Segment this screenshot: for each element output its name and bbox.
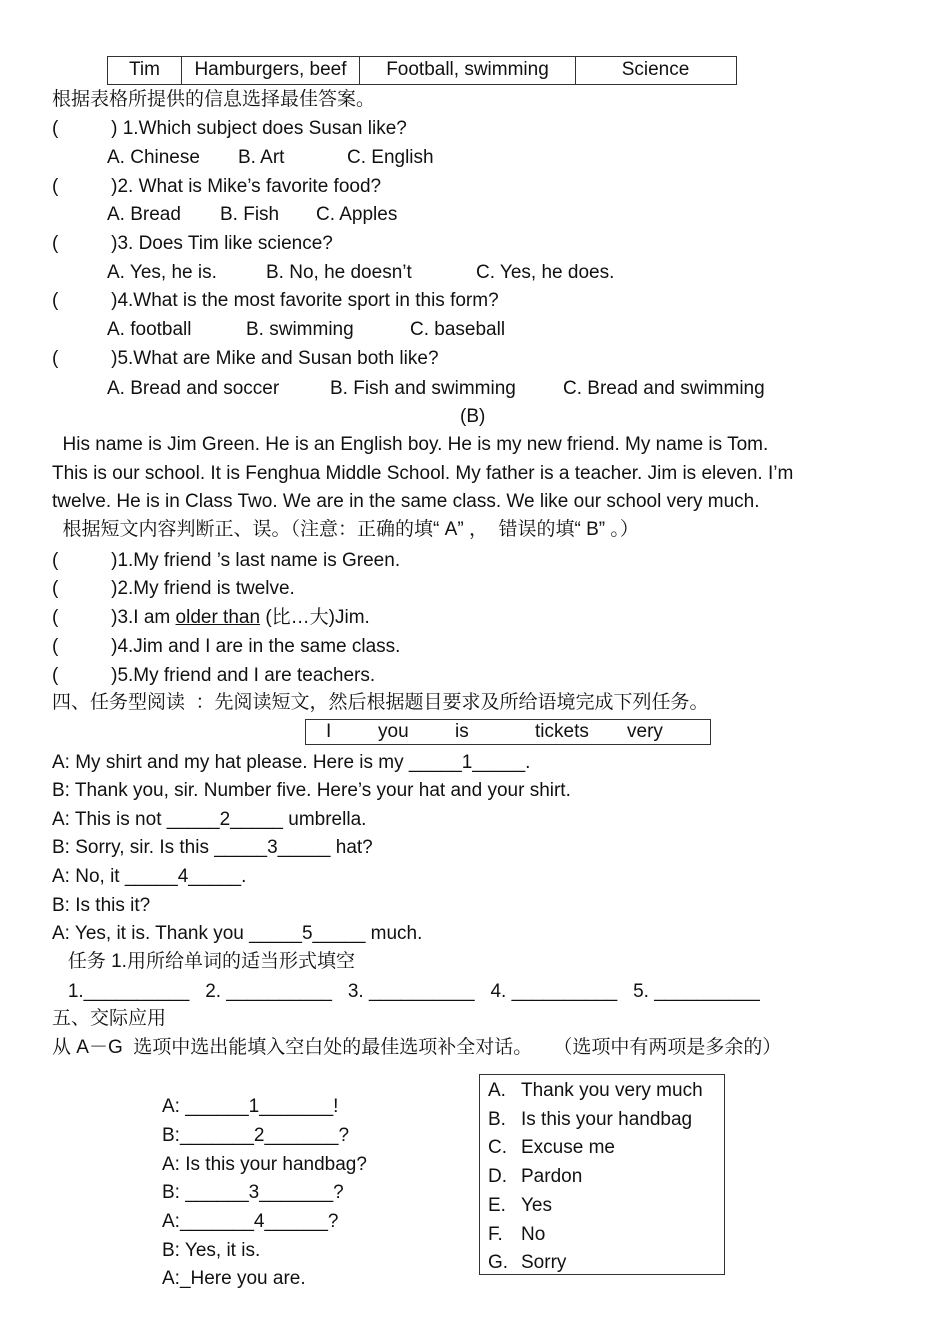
question-1: ( ) 1.Which subject does Susan like? [52, 118, 407, 139]
option-item [480, 1221, 724, 1250]
q1-option-a: A. Chinese [107, 147, 200, 168]
q5-option-b: B. Fish and swimming [330, 378, 516, 399]
option-item [480, 1192, 724, 1221]
option-text: Yes [521, 1194, 552, 1216]
exchange-line: B: ______3_______? [162, 1182, 344, 1203]
info-table-row [107, 56, 737, 85]
q4-option-b: B. swimming [246, 319, 354, 340]
word-bank-item: you [378, 721, 409, 742]
dialog-line-3: A: This is not _____2_____ umbrella. [52, 809, 367, 830]
judge-5: ( )5.My friend and I are teachers. [52, 665, 376, 686]
table-cell-name: Tim [129, 59, 160, 80]
dialog-line-4: B: Sorry, sir. Is this _____3_____ hat? [52, 837, 373, 858]
options-box [479, 1074, 725, 1275]
dialog-line-7: A: Yes, it is. Thank you _____5_____ much. [52, 923, 423, 944]
q5-option-a: A. Bread and soccer [107, 378, 280, 399]
q2-option-b: B. Fish [220, 204, 280, 225]
word-bank-item: I [326, 721, 332, 742]
judge-1: ( )1.My friend ’s last name is Green. [52, 550, 401, 571]
section-5-title: 五、交际应用 [52, 1008, 167, 1029]
judge-3-end: (比…大)Jim. [260, 607, 370, 628]
option-key: G. [488, 1252, 509, 1274]
table-cell-sport: Football, swimming [359, 57, 575, 84]
q1-option-b: B. Art [238, 147, 285, 168]
word-bank-item: is [455, 721, 469, 742]
word-bank-item: tickets [535, 721, 589, 742]
section-a-instruction: 根据表格所提供的信息选择最佳答案。 [52, 89, 376, 110]
option-key: D. [488, 1166, 507, 1188]
section-b-heading: (B) [460, 406, 486, 427]
option-key: E. [488, 1194, 506, 1216]
q3-option-c: C. Yes, he does. [476, 262, 615, 283]
section-5-instruction: 从 A－G 选项中选出能填入空白处的最佳选项补全对话。 （选项中有两项是多余的） [52, 1037, 782, 1058]
exchange-line: B:_______2_______? [162, 1125, 350, 1146]
q4-option-a: A. football [107, 319, 192, 340]
option-text: No [521, 1223, 546, 1245]
q5-option-c: C. Bread and swimming [563, 378, 765, 399]
exchange-line: A: Is this your handbag? [162, 1154, 367, 1175]
question-4: ( )4.What is the most favorite sport in this form? [52, 290, 499, 311]
option-key: F. [488, 1223, 503, 1245]
exchange-line: A:_______4______? [162, 1211, 339, 1232]
option-text: Excuse me [521, 1137, 615, 1159]
passage-line-2: This is our school. It is Fenghua Middle School. My father is a teacher. Jim is eleven. I’m [52, 463, 794, 484]
option-text: Pardon [521, 1166, 583, 1188]
passage-line-1: His name is Jim Green. He is an English boy. He is my new friend. My name is Tom. [52, 434, 769, 455]
q1-option-c: C. English [347, 147, 434, 168]
judge-3-underlined: older than [175, 607, 261, 628]
dialog-line-6: B: Is this it? [52, 895, 151, 916]
exchange-line: A: ______1_______! [162, 1096, 339, 1117]
q2-option-a: A. Bread [107, 204, 181, 225]
option-item [480, 1106, 724, 1135]
answer-blanks: 1.__________ 2. __________ 3. __________ 4. __________ 5. __________ [52, 981, 760, 1002]
option-key: C. [488, 1137, 507, 1159]
option-text: Sorry [521, 1252, 567, 1274]
exchange-line: A:_Here you are. [162, 1268, 306, 1289]
exchange-line: B: Yes, it is. [162, 1240, 261, 1261]
word-bank-item: very [627, 721, 663, 742]
word-bank [305, 719, 711, 745]
table-cell-food: Hamburgers, beef [181, 57, 359, 84]
question-5: ( )5.What are Mike and Susan both like? [52, 348, 439, 369]
option-item [480, 1163, 724, 1192]
q3-option-b: B. No, he doesn’t [266, 262, 412, 283]
table-cell-subject: Science [575, 57, 735, 84]
q4-option-c: C. baseball [410, 319, 506, 340]
option-item [480, 1134, 724, 1163]
option-item [480, 1077, 724, 1106]
option-text: Thank you very much [521, 1080, 703, 1101]
question-2: ( )2. What is Mike’s favorite food? [52, 176, 382, 197]
judge-3-start: ( )3.I am [52, 607, 176, 628]
dialog-line-5: A: No, it _____4_____. [52, 866, 247, 887]
section-4-title: 四、任务型阅读 ：先阅读短文，然后根据题目要求及所给语境完成下列任务。 [52, 692, 709, 713]
passage-line-3: twelve. He is in Class Two. We are in the same class. We like our school very much. [52, 491, 760, 512]
option-key: B. [488, 1108, 506, 1130]
judge-2: ( )2.My friend is twelve. [52, 578, 295, 599]
task-instruction: 任务 1.用所给单词的适当形式填空 [52, 951, 355, 972]
option-text: Is this your handbag [521, 1108, 693, 1130]
dialog-line-2: B: Thank you, sir. Number five. Here’s your hat and your shirt. [52, 780, 571, 801]
option-item [480, 1249, 724, 1278]
judge-4: ( )4.Jim and I are in the same class. [52, 636, 401, 657]
section-b-instruction: 根据短文内容判断正、误。（注意：正确的填“ A” ， 错误的填“ B” 。） [52, 519, 639, 540]
question-3: ( )3. Does Tim like science? [52, 233, 333, 254]
option-key: A. [488, 1080, 506, 1101]
judge-3 [52, 606, 370, 630]
dialog-line-1: A: My shirt and my hat please. Here is my _____1_____. [52, 752, 531, 773]
q3-option-a: A. Yes, he is. [107, 262, 217, 283]
q2-option-c: C. Apples [316, 204, 398, 225]
